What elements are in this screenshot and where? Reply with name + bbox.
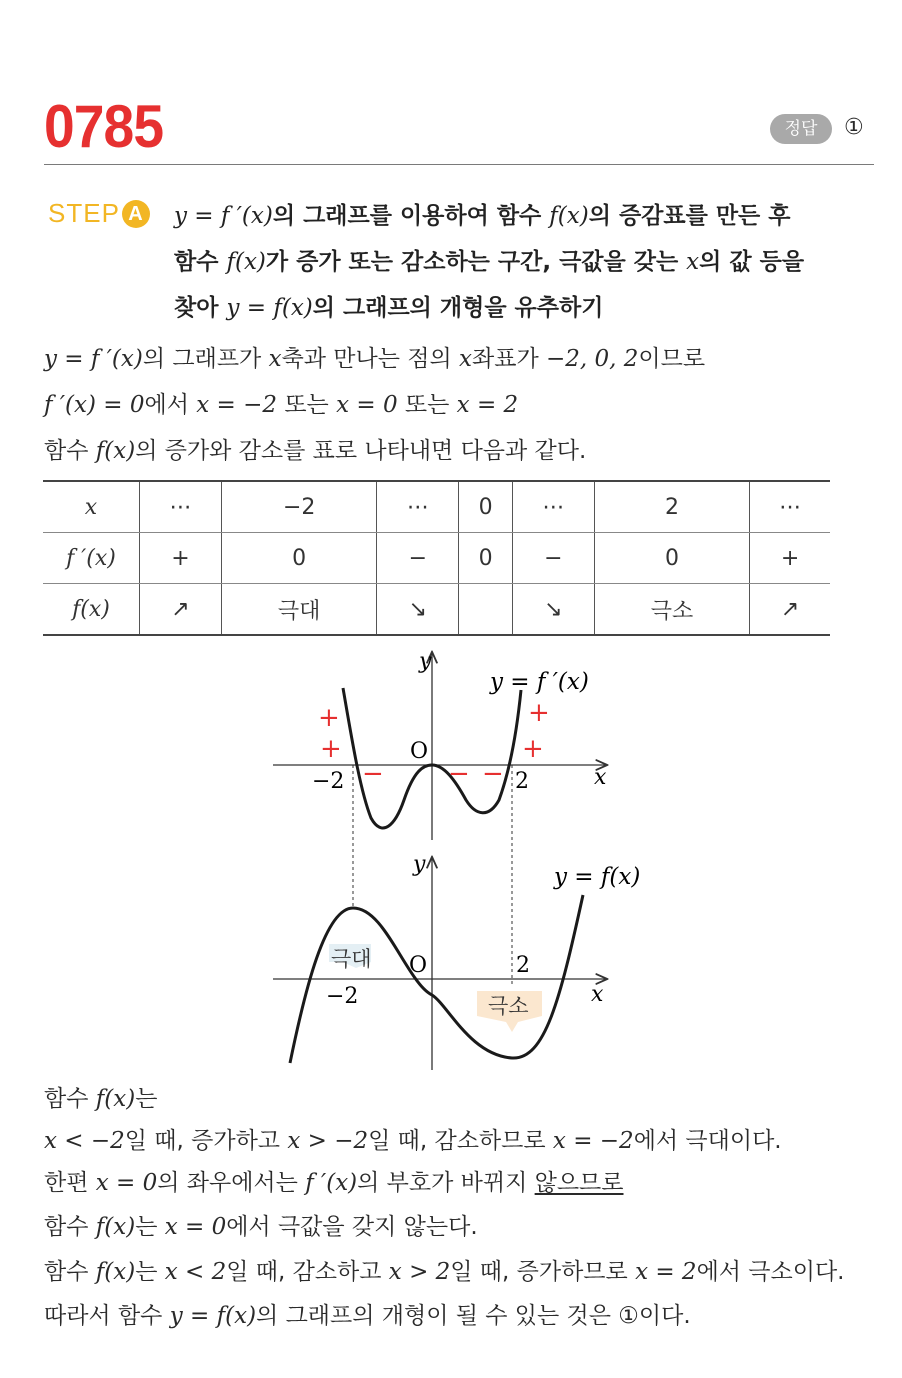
max-label: 극대 bbox=[331, 947, 372, 971]
conclusion-line: 함수 f(x)는 bbox=[44, 1086, 158, 1112]
origin-label: O bbox=[409, 953, 428, 978]
table-cell: ↗ bbox=[140, 584, 222, 636]
x-axis-label: x bbox=[591, 982, 604, 1007]
table-cell: ⋯ bbox=[750, 481, 830, 533]
table-cell: ⋯ bbox=[377, 481, 459, 533]
curve-label: y = f ′(x) bbox=[490, 669, 589, 695]
table-cell: 2 bbox=[594, 481, 749, 533]
function-graph bbox=[273, 852, 640, 1070]
step-title-line: 찾아 y = f(x)의 그래프의 개형을 유추하기 bbox=[174, 295, 604, 321]
table-cell: x bbox=[43, 481, 140, 533]
conclusion-line: 함수 f(x)는 x = 0에서 극값을 갖지 않는다. bbox=[44, 1214, 478, 1240]
table-cell: 0 bbox=[222, 533, 377, 584]
sign-plus: + bbox=[318, 703, 340, 733]
table-cell: −2 bbox=[222, 481, 377, 533]
y-axis-label: y bbox=[419, 649, 432, 674]
tick-label: 2 bbox=[516, 953, 530, 978]
table-cell: − bbox=[377, 533, 459, 584]
table-cell: + bbox=[750, 533, 830, 584]
sign-plus: + bbox=[522, 734, 544, 764]
answer-value: ① bbox=[844, 115, 864, 140]
tick-label: 2 bbox=[515, 769, 529, 794]
table-cell: 0 bbox=[594, 533, 749, 584]
conclusion-line: 한편 x = 0의 좌우에서는 f ′(x)의 부호가 바뀌지 않으므로 bbox=[44, 1170, 624, 1196]
intro-line: y = f ′(x)의 그래프가 x축과 만나는 점의 x좌표가 −2, 0, 2이므로 bbox=[44, 346, 706, 372]
answer-badge: 정답 bbox=[770, 114, 832, 144]
table-cell: ⋯ bbox=[512, 481, 594, 533]
sign-minus: − bbox=[482, 759, 504, 789]
conclusion-line: x < −2일 때, 증가하고 x > −2일 때, 감소하므로 x = −2에서 극대이다. bbox=[44, 1128, 782, 1154]
table-cell: ↘ bbox=[512, 584, 594, 636]
table-cell: ↘ bbox=[377, 584, 459, 636]
table-cell: + bbox=[140, 533, 222, 584]
tick-label: −2 bbox=[312, 769, 345, 794]
intro-line: f ′(x) = 0에서 x = −2 또는 x = 0 또는 x = 2 bbox=[44, 392, 519, 418]
tick-label: −2 bbox=[326, 984, 359, 1009]
origin-label: O bbox=[410, 739, 429, 764]
table-cell: ↗ bbox=[780, 596, 800, 622]
table-cell: − bbox=[512, 533, 594, 584]
sign-minus: − bbox=[448, 759, 470, 789]
table-cell: 극대 bbox=[222, 584, 377, 636]
sign-plus: + bbox=[528, 698, 550, 728]
table-cell: 극소 bbox=[594, 584, 749, 636]
x-axis-label: x bbox=[594, 765, 607, 790]
conclusion-line: 함수 f(x)는 x < 2일 때, 감소하고 x > 2일 때, 증가하므로 x = 2에서 극소이다. bbox=[44, 1259, 845, 1285]
table-cell: 0 bbox=[459, 481, 513, 533]
y-axis-label: y bbox=[413, 852, 426, 877]
step-title-line: 함수 f(x)가 증가 또는 감소하는 구간, 극값을 갖는 x의 값 등을 bbox=[174, 249, 805, 275]
table-cell: f ′(x) bbox=[43, 533, 140, 584]
curve-label: y = f(x) bbox=[554, 864, 641, 890]
step-letter-badge: A bbox=[122, 200, 150, 228]
problem-number: 0785 bbox=[44, 93, 164, 160]
sign-minus: − bbox=[362, 759, 384, 789]
step-label: STEP A bbox=[48, 198, 150, 229]
table-cell: 0 bbox=[459, 533, 513, 584]
intro-line: 함수 f(x)의 증가와 감소를 표로 나타내면 다음과 같다. bbox=[44, 438, 587, 464]
min-label: 극소 bbox=[488, 994, 529, 1018]
sign-plus: + bbox=[320, 734, 342, 764]
conclusion-line: 따라서 함수 y = f(x)의 그래프의 개형이 될 수 있는 것은 ①이다. bbox=[44, 1303, 691, 1329]
table-cell: f(x) bbox=[43, 584, 140, 636]
step-title-line: y = f ′(x)의 그래프를 이용하여 함수 f(x)의 증감표를 만든 후 bbox=[174, 203, 791, 229]
table-cell: ⋯ bbox=[140, 481, 222, 533]
derivative-graph bbox=[273, 649, 607, 985]
